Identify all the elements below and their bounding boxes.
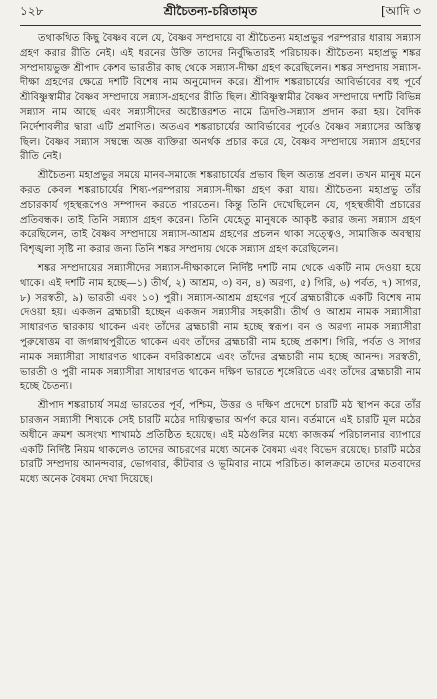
paragraph-3: শঙ্কর সম্প্রদায়ের সন্ন্যাসীদের সন্ন্যাস-দীক্ষাকালে নির্দিষ্ট দশটি নাম থেকে একটি নাম দেওয়া হয়ে থাকে। এই দশটি নাম হচ্ছে—১) তীর্থ, ২) আশ্রম, ৩) বন, ৪) অরণ্য, ৫) গিরি, ৬) পর্বত, ৭) সাগর, ৮) সরস্বতী, ৯) ভারতী এবং ১০) পুরী। সন্ন্যাস-আশ্রম গ্রহণের পূর্বে ব্রহ্মচারীকে একটি বিশেষ নাম দেওয়া হয়। একজন ব্রহ্মচারী হচ্ছেন একজন সন্ন্যাসীর সহকারী। তীর্থ ও আশ্রম নামক সন্ন্যাসীরা সাধারণত দ্বারকায় থাকেন এবং তাঁদের ব্রহ্মচারী নাম হচ্ছে স্বরূপ। বন ও অরণ্য নামক সন্ন্যাসীরা পুরুষোত্তম বা জগন্নাথপুরীতে থাকেন এবং তাঁদের ব্রহ্মচারী নাম হচ্ছে প্রকাশ। গিরি, পর্বত ও সাগর নামক সন্ন্যাসীরা সাধারণত থাকেন বদরিকাশ্রমে এবং তাঁদের ব্রহ্মচারী নাম হচ্ছে আনন্দ। সরস্বতী, ভারতী ও পুরী নামক সন্ন্যাসীরা সাধারণত থাকেন দক্ষিণ ভারতে শৃঙ্গেরিতে এবং তাঁদের ব্রহ্মচারী নাম হচ্ছে চৈতন্য। [20, 262, 421, 393]
running-title: শ্রীচৈতন্য-চরিতামৃত [163, 4, 258, 18]
paragraph-4: শ্রীপাদ শঙ্করাচার্য সমগ্র ভারতের পূর্ব, পশ্চিম, উত্তর ও দক্ষিণ প্রদেশে চারটি মঠ স্থাপন করে তাঁর চারজন সন্ন্যাসী শিষ্যকে সেই চারটি মঠের দায়িত্বভার অর্পণ করে যান। বর্তমানে এই চারটি মূল মঠের অধীনে ক্রমশ অসংখ্য শাখামঠ প্রতিষ্ঠিত হয়েছে। এই মঠগুলির মধ্যে কাজকর্ম পরিচালনার ব্যাপারে একটি নির্দিষ্ট নিয়ম থাকলেও তাদের আচরণের মধ্যে অনেক বৈষম্য এবং বিভেদ রয়েছে। চারটি মঠের চারটি সম্প্রদায় আনন্দবার, ভোগবার, কীটবার ও ভূমিবার নামে পরিচিত। কালক্রমে তাদের মতবাদের মধ্যে অনেক বৈষম্য দেখা দিয়েছে। [20, 400, 421, 486]
header-rule [20, 25, 421, 26]
paragraph-2: শ্রীচৈতন্য মহাপ্রভুর সময়ে মানব-সমাজে শঙ্করাচার্যের প্রভাব ছিল অত্যন্ত প্রবল। তখন মানুষ মনে করত কেবল শঙ্করাচার্যের শিষ্য-পরম্পরায় সন্ন্যাস-দীক্ষা গ্রহণ করা যায়। শ্রীচৈতন্য মহাপ্রভু তাঁর প্রচারকার্য গৃহস্থরূপেও সম্পাদন করতে পারতেন। কিন্তু তিনি দেখেছিলেন যে, গৃহস্থজীবী প্রচারের প্রতিবন্ধক। তাই তিনি সন্ন্যাস গ্রহণ করেন। তিনি যেহেতু মানুষকে আকৃষ্ট করার জন্য সন্ন্যাস গ্রহণ করেছিলেন, তাই বৈষ্ণব সম্প্রদায়ে সন্ন্যাস-আশ্রম গ্রহণের প্রচলন থাকা সত্ত্বেও, সামাজিক অবস্থায় বিশৃঙ্খলা সৃষ্টি না করার জন্য তিনি শঙ্কর সম্প্রদায় থেকে সন্ন্যাস গ্রহণ করেছিলেন। [20, 170, 421, 256]
page-number: ১২৮ [20, 4, 44, 18]
page-header [20, 0, 421, 23]
paragraph-1: তথাকথিত কিছু বৈষ্ণব বলে যে, বৈষ্ণব সম্প্রদায়ে বা শ্রীচৈতন্য মহাপ্রভুর পরম্পরার ধারায় সন্ন্যাস গ্রহণ করার রীতি নেই। এই ধরনের উক্তি তাদের নির্বুদ্ধিতারই পরিচায়ক। শ্রীচৈতন্য মহাপ্রভু শঙ্কর সম্প্রদায়ভুক্ত শ্রীপাদ কেশব ভারতীর কাছ থেকে সন্ন্যাস-দীক্ষা গ্রহণ করেছিলেন। শঙ্কর সম্প্রদায় সন্ন্যাস-দীক্ষা গ্রহণের ক্ষেত্রে দশটি বিশেষ নাম অনুমোদন করে। শ্রীপাদ শঙ্করাচার্যের আবির্ভাবের বহু পূর্বে শ্রীবিষ্ণুস্বামীর বৈষ্ণব সম্প্রদায়ে সন্ন্যাস-গ্রহণের রীতি ছিল। শ্রীবিষ্ণুস্বামীর বৈষ্ণব সম্প্রদায়ে দশটি বিভিন্ন সন্ন্যাস নাম আছে এবং সন্ন্যাসীদের অষ্টোত্তরশত নামে ত্রিদণ্ডি-সন্ন্যাস প্রদান করা হয়। বৈদিক নির্দেশাবলীর দ্বারা এটি প্রমাণিত। অতএব শঙ্করাচার্যের আবির্ভাবের পূর্বেও বৈষ্ণব সন্ন্যাসের অস্তিত্ব ছিল। বৈষ্ণব সন্ন্যাস সম্বন্ধে অজ্ঞ ব্যক্তিরা অনর্থক প্রচার করে যে, বৈষ্ণব সম্প্রদায়ে সন্ন্যাস গ্রহণের রীতি নেই। [20, 33, 421, 163]
chapter-label: [আদি ৩ [380, 4, 421, 18]
